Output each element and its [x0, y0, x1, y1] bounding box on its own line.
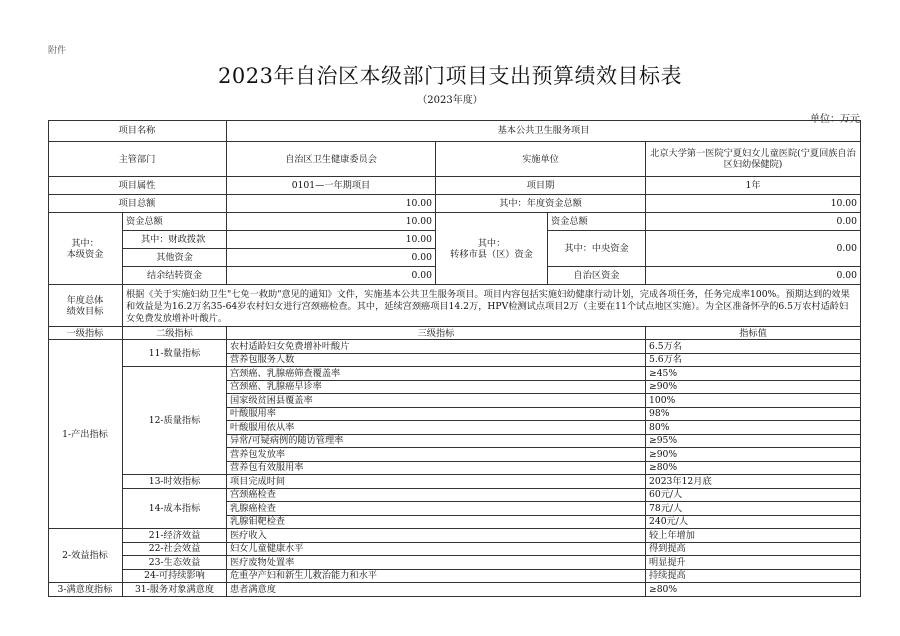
level3-cell: 营养包有效服用率 — [227, 462, 646, 476]
level2-cell: 14-成本指标 — [123, 489, 227, 530]
attachment-label: 附件 — [48, 46, 67, 56]
transfer-group-label: 其中： 转移市县（区）资金 — [436, 213, 548, 285]
level2-cell: 23-生态效益 — [123, 556, 227, 570]
level3-cell: 叶酸服用率 — [227, 408, 646, 422]
indicator-value-cell: 2023年12月底 — [646, 475, 861, 489]
level3-cell: 国家级贫困县覆盖率 — [227, 394, 646, 408]
other-label: 其他资金 — [123, 249, 227, 267]
indicator-value-cell: 60元/人 — [646, 489, 861, 503]
t-total-value: 0.00 — [646, 213, 861, 231]
goal-label: 年度总体 绩效目标 — [48, 285, 123, 327]
indicator-value-cell: ≥90% — [646, 448, 861, 462]
level3-cell: 营养包发放率 — [227, 448, 646, 462]
level3-cell: 乳腺癌检查 — [227, 502, 646, 516]
level2-cell: 12-质量指标 — [123, 367, 227, 475]
level1-header: 一级指标 — [48, 327, 123, 340]
level2-header: 二级指标 — [123, 327, 227, 340]
goal-text: 根据《关于实施妇幼卫生"七免一救助"意见的通知》文件，实施基本公共卫生服务项目。项目内容包括实施妇幼健康行动计划，完成各项任务，任务完成率100%。预期达到的效果和效益是为16.2万名35-64岁农村妇女进行宫颈癌检查。其中，延续宫颈癌项目14.2万，HPV检测试点项目2万（主要在11个试点地区实施）。为全区准备怀孕的6.5万农村适龄妇女免费发放增补叶酸片。 — [123, 285, 861, 327]
indicator-value-cell: 较上年增加 — [646, 529, 861, 543]
indicator-value-cell: 240元/人 — [646, 516, 861, 530]
level2-cell: 21-经济效益 — [123, 529, 227, 543]
indicator-value-cell: 明显提升 — [646, 556, 861, 570]
indicator-value-cell: 80% — [646, 421, 861, 435]
value-header: 指标值 — [646, 327, 861, 340]
level2-cell: 11-数量指标 — [123, 340, 227, 367]
level3-cell: 异常/可疑病例的随访管理率 — [227, 435, 646, 449]
performance-target-table — [48, 120, 861, 596]
period-value: 1年 — [646, 177, 861, 195]
indicator-value-cell: 78元/人 — [646, 502, 861, 516]
level3-cell: 宫颈癌、乳腺癌筛查覆盖率 — [227, 367, 646, 381]
indicator-value-cell: 得到提高 — [646, 543, 861, 557]
unit-label: 单位：万元 — [810, 114, 860, 125]
indicator-value-cell: 100% — [646, 394, 861, 408]
period-label: 项目期 — [436, 177, 646, 195]
fiscal-label: 其中：财政拨款 — [123, 231, 227, 249]
project-name-label: 项目名称 — [48, 120, 227, 142]
dept-value: 自治区卫生健康委员会 — [227, 142, 436, 177]
project-name-value: 基本公共卫生服务项目 — [227, 120, 861, 142]
level3-cell: 叶酸服用依从率 — [227, 421, 646, 435]
level1-cell: 1-产出指标 — [48, 340, 123, 529]
level3-cell: 乳腺钼靶检查 — [227, 516, 646, 530]
level2-cell: 13-时效指标 — [123, 475, 227, 489]
region-value: 0.00 — [646, 267, 861, 285]
level3-cell: 危重孕产妇和新生儿救治能力和水平 — [227, 570, 646, 584]
attr-label: 项目属性 — [48, 177, 227, 195]
other-value: 0.00 — [227, 249, 436, 267]
indicator-value-cell: 98% — [646, 408, 861, 422]
indicator-value-cell: 6.5万名 — [646, 340, 861, 354]
level3-cell: 宫颈癌、乳腺癌早诊率 — [227, 381, 646, 395]
impl-value: 北京大学第一医院宁夏妇女儿童医院(宁夏回族自治区妇幼保健院) — [646, 142, 861, 177]
funds-total-label: 资金总额 — [123, 213, 227, 231]
level3-cell: 患者满意度 — [227, 583, 646, 597]
impl-label: 实施单位 — [436, 142, 646, 177]
fiscal-value: 10.00 — [227, 231, 436, 249]
carry-value: 0.00 — [227, 267, 436, 285]
level3-cell: 妇女儿童健康水平 — [227, 543, 646, 557]
annual-value: 10.00 — [646, 195, 861, 213]
level3-cell: 项目完成时间 — [227, 475, 646, 489]
level2-cell: 31-服务对象满意度 — [123, 583, 227, 597]
level2-cell: 24-可持续影响 — [123, 570, 227, 584]
level3-cell: 农村适龄妇女免费增补叶酸片 — [227, 340, 646, 354]
level3-cell: 营养包服务人数 — [227, 354, 646, 368]
indicator-value-cell: ≥95% — [646, 435, 861, 449]
level3-header: 三级指标 — [227, 327, 646, 340]
total-label: 项目总额 — [48, 195, 227, 213]
indicator-value-cell: ≥90% — [646, 381, 861, 395]
page-title: 2023年自治区本级部门项目支出预算绩效目标表 — [218, 64, 682, 88]
level3-cell: 宫颈癌检查 — [227, 489, 646, 503]
funds-group-label: 其中： 本级资金 — [48, 213, 123, 285]
indicator-value-cell: 持续提高 — [646, 570, 861, 584]
central-value: 0.00 — [646, 231, 861, 267]
dept-label: 主管部门 — [48, 142, 227, 177]
level1-cell: 2-效益指标 — [48, 529, 123, 583]
central-label: 其中：中央资金 — [548, 231, 646, 267]
annual-label: 其中：年度资金总额 — [436, 195, 646, 213]
carry-label: 结余结转资金 — [123, 267, 227, 285]
level2-cell: 22-社会效益 — [123, 543, 227, 557]
t-total-label: 资金总额 — [548, 213, 646, 231]
level3-cell: 医疗废物处置率 — [227, 556, 646, 570]
indicator-value-cell: ≥45% — [646, 367, 861, 381]
indicator-value-cell: ≥80% — [646, 583, 861, 597]
total-value: 10.00 — [227, 195, 436, 213]
funds-total-value: 10.00 — [227, 213, 436, 231]
region-label: 自治区资金 — [548, 267, 646, 285]
indicator-value-cell: ≥80% — [646, 462, 861, 476]
indicator-value-cell: 5.6万名 — [646, 354, 861, 368]
level1-cell: 3-满意度指标 — [48, 583, 123, 597]
level3-cell: 医疗收入 — [227, 529, 646, 543]
attr-value: 0101—一年期项目 — [227, 177, 436, 195]
page-subtitle: （2023年度） — [417, 95, 483, 106]
